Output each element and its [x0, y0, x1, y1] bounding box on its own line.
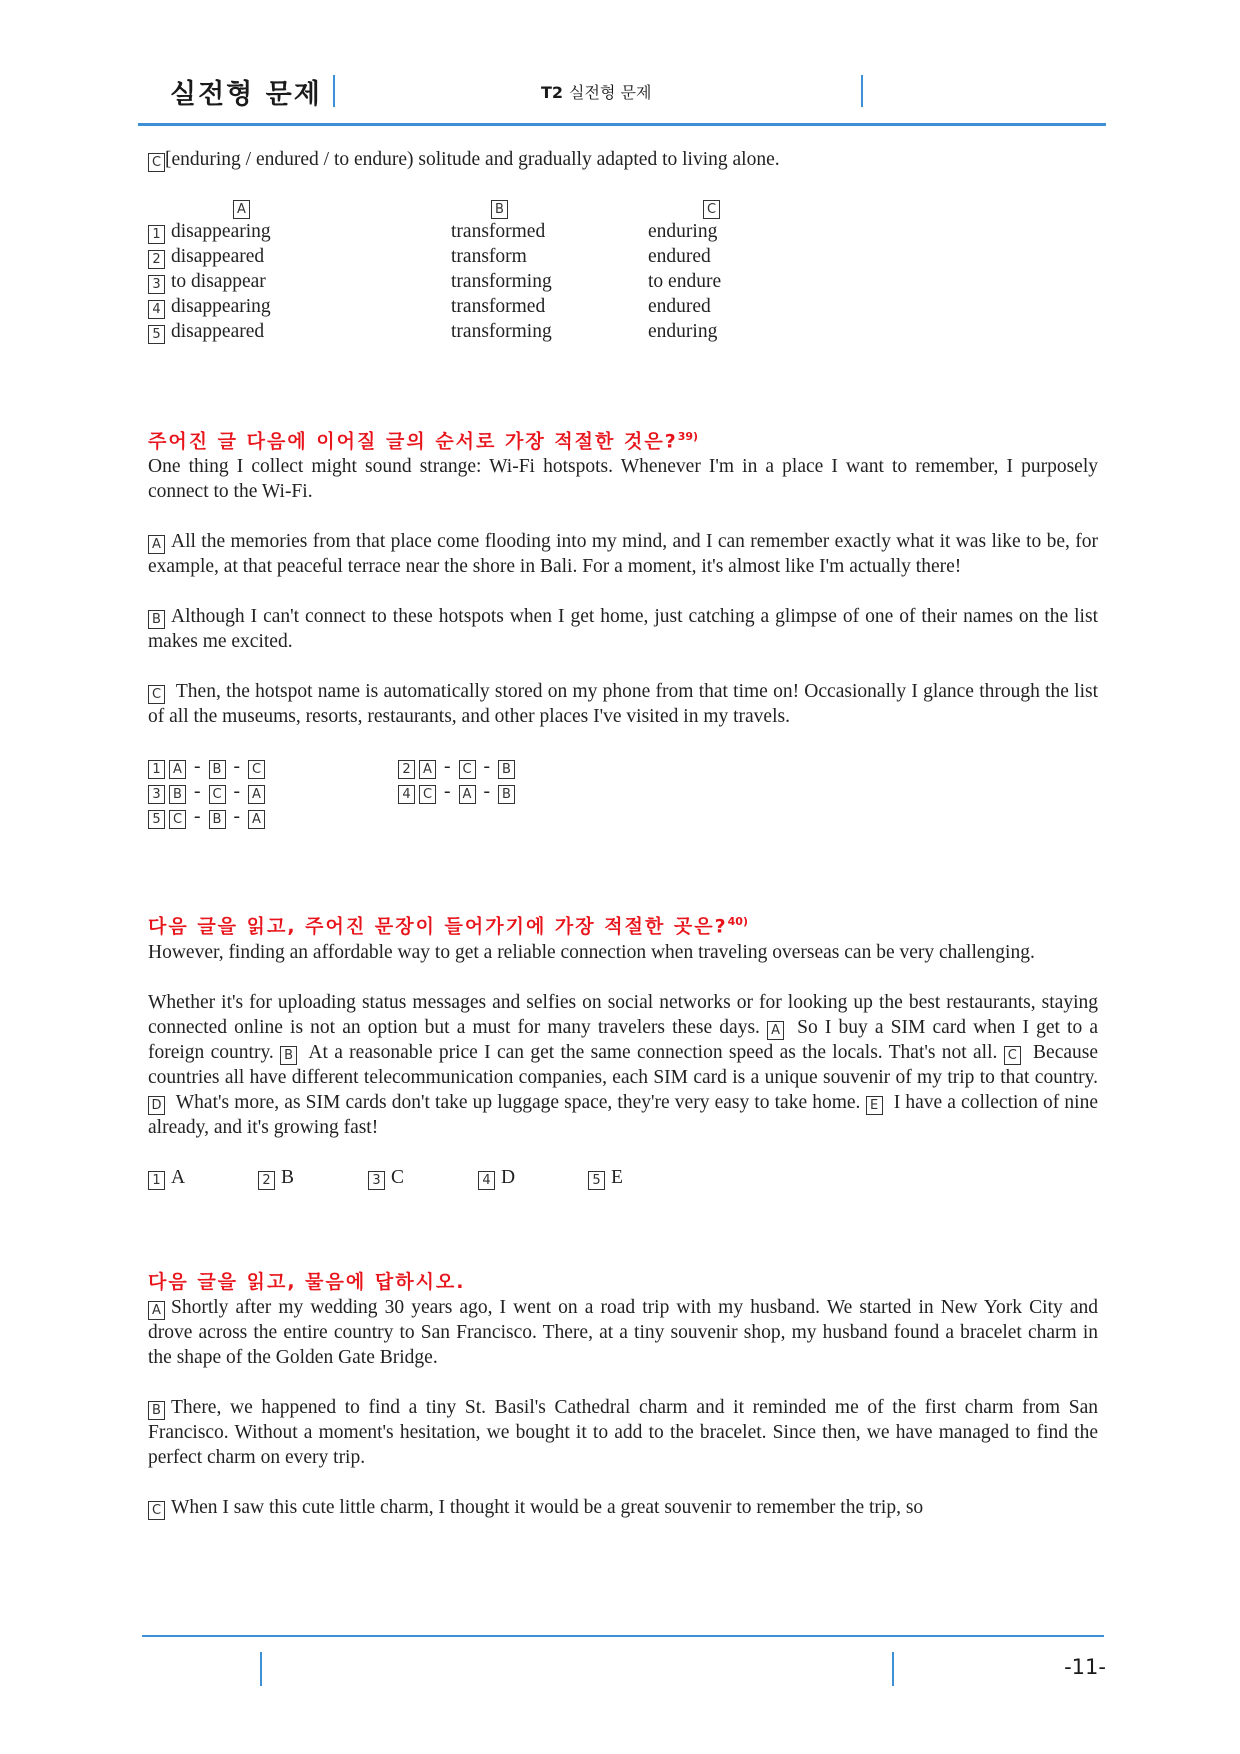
question-39-para-a: A All the memories from that place come flooding into my mind, and I can remember exactly what it was like to be, for example, at that peaceful terrace near the shore in Bali. For a moment, it's almost like I'm actually there! [148, 531, 1098, 578]
answer-row-5[interactable]: 5 disappeared transforming enduring [148, 319, 726, 344]
option-40-1[interactable]: 1 A [148, 1165, 258, 1190]
option-40-4[interactable]: 4 D [478, 1165, 588, 1190]
question-39-para-b: B Although I can't connect to these hotspots when I get home, just catching a glimpse of one of their names on the list makes me excited. [148, 606, 1098, 653]
header-divider [333, 75, 335, 107]
answer-row-2[interactable]: 2 disappeared transform endured [148, 244, 726, 269]
answer-row-1[interactable]: 1 disappearing transformed enduring [148, 219, 726, 244]
question-40-options [148, 1165, 1098, 1190]
question-41-para-c: C When I saw this cute little charm, I thought it would be a great souvenir to remember the trip, so [148, 1495, 1098, 1520]
option-39-3[interactable]: 3 B - C - A [148, 779, 398, 804]
marker-c: C [148, 153, 165, 172]
option-39-4[interactable]: 4 C - A - B [398, 779, 519, 804]
option-40-5[interactable]: 5 E [588, 1165, 698, 1190]
intro-line: C [enduring / endured / to endure) solitude and gradually adapted to living alone. [148, 147, 1098, 172]
question-40-title: 다음 글을 읽고, 주어진 문장이 들어가기에 가장 적절한 곳은?$^{40)}$ [148, 915, 748, 938]
page-content [148, 147, 1098, 1520]
page-header-title: 실전형 문제 [170, 79, 322, 110]
slot-c: C [1004, 1046, 1021, 1065]
header-rule [138, 123, 1106, 126]
slot-b: B [280, 1046, 297, 1065]
footer-rule [142, 1635, 1104, 1637]
slot-e: E [866, 1096, 883, 1115]
question-41-title: 다음 글을 읽고, 물음에 답하시오. [148, 1270, 466, 1293]
question-39-para-c: C Then, the hotspot name is automatically stored on my phone from that time on! Occasionally I glance through the list of all the museums, resorts, restaurants, and other places I've visited in my travels. [148, 681, 1098, 728]
slot-a: A [767, 1021, 784, 1040]
question-39-title: 주어진 글 다음에 이어질 글의 순서로 가장 적절한 것은?$^{39)}$ [148, 430, 699, 453]
option-40-3[interactable]: 3 C [368, 1165, 478, 1190]
slot-d: D [148, 1096, 165, 1115]
option-39-5[interactable]: 5 C - B - A [148, 804, 269, 829]
question-41-para-a: A Shortly after my wedding 30 years ago, I went on a road trip with my husband. We started in New York City and drove across the entire country to San Francisco. There, at a tiny souvenir shop, my husband found a bracelet charm in the shape of the Golden Gate Bridge. [148, 1296, 1098, 1368]
header-sub-text: 실전형 문제 [569, 83, 652, 102]
header-divider-right [861, 75, 863, 107]
answer-row-4[interactable]: 4 disappearing transformed endured [148, 294, 726, 319]
footer-divider-left [260, 1652, 262, 1686]
question-40-given: However, finding an affordable way to get a reliable connection when traveling overseas can be very challenging. [148, 941, 1035, 963]
answer-table [148, 194, 726, 344]
answer-row-3[interactable]: 3 to disappear transforming to endure [148, 269, 726, 294]
header-sub-code: T2 [541, 83, 564, 102]
footer-divider-right [892, 1652, 894, 1686]
page-number: -11- [1064, 1655, 1106, 1679]
option-40-2[interactable]: 2 B [258, 1165, 368, 1190]
question-40-passage: Whether it's for uploading status messages and selfies on social networks or for looking up the best restaurants, staying connected online is not an option but a must for many travelers these days. A So I buy a SIM card when I get to a foreign country. B At a reasonable price I can get the same connection speed as the locals. That's not all. C Because countries all have different telecommunication companies, each SIM card is a unique souvenir of my trip to that country. D What's more, as SIM cards don't take up luggage space, they're very easy to take home. E I have a collection of nine already, and it's growing fast! [148, 991, 1099, 1138]
option-39-1[interactable]: 1 A - B - C [148, 754, 398, 779]
answer-table-header: A B C [148, 194, 726, 219]
question-39-options [148, 754, 1098, 829]
page-header-subtitle [541, 80, 651, 103]
option-39-2[interactable]: 2 A - C - B [398, 754, 519, 779]
question-41-para-b: B There, we happened to find a tiny St. Basil's Cathedral charm and it reminded me of the first charm from San Francisco. Without a moment's hesitation, we bought it to add to the bracelet. Since then, we have managed to find the perfect charm on every trip. [148, 1396, 1098, 1468]
question-39-given: One thing I collect might sound strange: Wi-Fi hotspots. Whenever I'm in a place I want to remember, I purposely connect to the Wi-Fi. [148, 456, 1098, 503]
